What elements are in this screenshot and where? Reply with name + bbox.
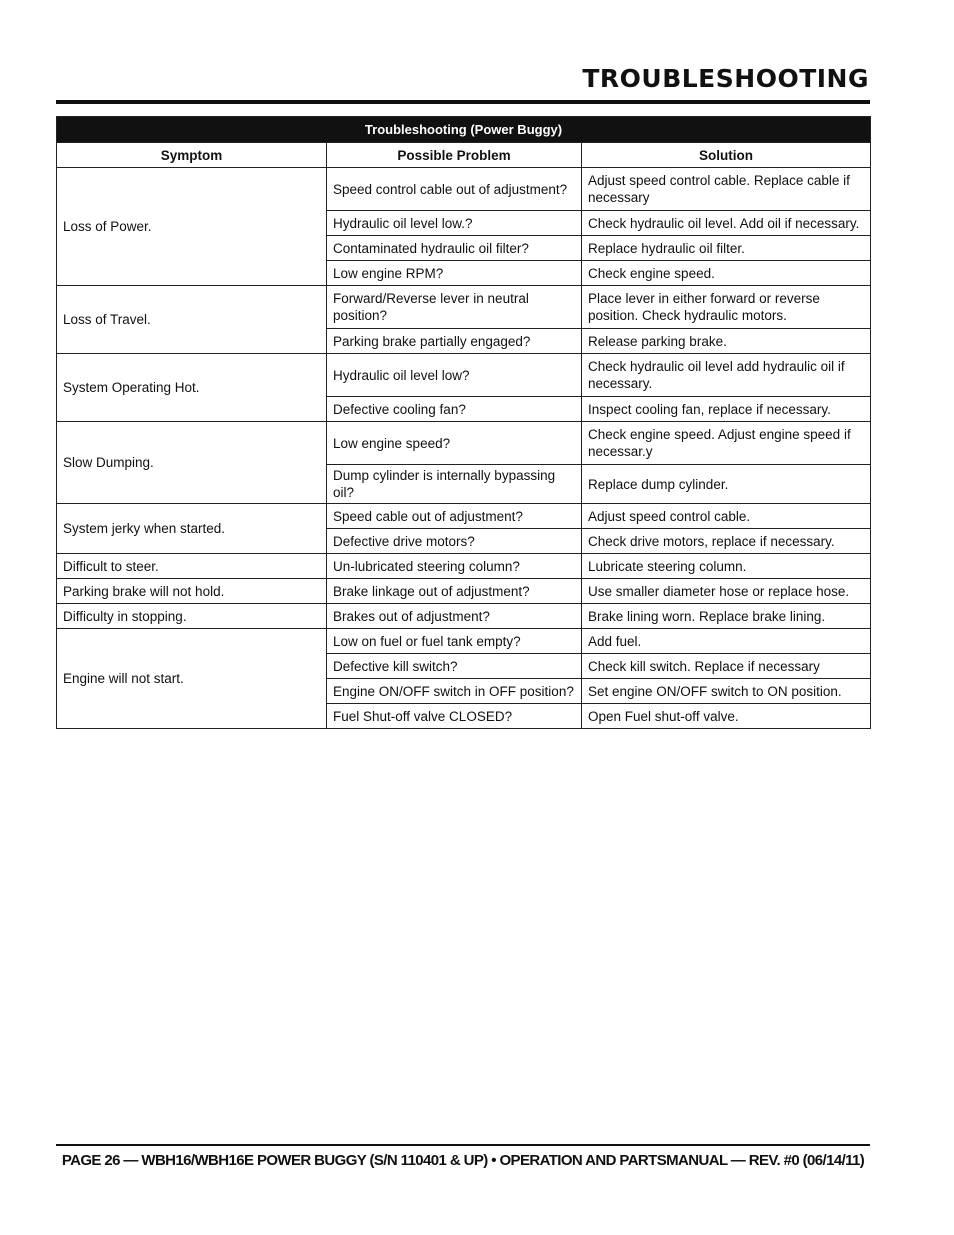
solution-cell: Replace hydraulic oil filter. <box>582 236 871 261</box>
symptom-cell: System jerky when started. <box>57 504 327 554</box>
solution-cell: Add fuel. <box>582 629 871 654</box>
problem-cell: Hydraulic oil level low.? <box>327 211 582 236</box>
table-caption: Troubleshooting (Power Buggy) <box>57 117 871 143</box>
solution-cell: Replace dump cylinder. <box>582 465 871 504</box>
symptom-cell: Loss of Travel. <box>57 286 327 354</box>
solution-cell: Inspect cooling fan, replace if necessary. <box>582 397 871 422</box>
column-header-problem: Possible Problem <box>327 143 582 168</box>
symptom-cell: Loss of Power. <box>57 168 327 286</box>
problem-cell: Speed cable out of adjustment? <box>327 504 582 529</box>
table-row <box>57 629 871 654</box>
page-footer: PAGE 26 — WBH16/WBH16E POWER BUGGY (S/N 110401 & UP) • OPERATION AND PARTSMANUAL — REV. #0 (06/14/11) <box>61 1152 865 1169</box>
problem-cell: Low engine speed? <box>327 422 582 465</box>
footer-divider <box>56 1144 870 1146</box>
page-title: TROUBLESHOOTING <box>582 64 869 93</box>
table-row <box>57 354 871 397</box>
table-row <box>57 286 871 329</box>
column-header-solution: Solution <box>582 143 871 168</box>
table-row <box>57 168 871 211</box>
solution-cell: Adjust speed control cable. Replace cable if necessary <box>582 168 871 211</box>
problem-cell: Fuel Shut-off valve CLOSED? <box>327 704 582 729</box>
problem-cell: Hydraulic oil level low? <box>327 354 582 397</box>
table-row <box>57 422 871 465</box>
solution-cell: Check engine speed. Adjust engine speed if necessar.y <box>582 422 871 465</box>
troubleshooting-table <box>56 116 871 729</box>
table-body <box>57 168 871 729</box>
problem-cell: Brake linkage out of adjustment? <box>327 579 582 604</box>
problem-cell: Defective drive motors? <box>327 529 582 554</box>
table-row <box>57 579 871 604</box>
problem-cell: Low on fuel or fuel tank empty? <box>327 629 582 654</box>
problem-cell: Un-lubricated steering column? <box>327 554 582 579</box>
problem-cell: Forward/Reverse lever in neutral position? <box>327 286 582 329</box>
problem-cell: Low engine RPM? <box>327 261 582 286</box>
symptom-cell: Parking brake will not hold. <box>57 579 327 604</box>
solution-cell: Check hydraulic oil level add hydraulic oil if necessary. <box>582 354 871 397</box>
title-divider <box>56 100 870 104</box>
problem-cell: Contaminated hydraulic oil filter? <box>327 236 582 261</box>
table-row <box>57 604 871 629</box>
problem-cell: Speed control cable out of adjustment? <box>327 168 582 211</box>
table-row <box>57 554 871 579</box>
column-header-symptom: Symptom <box>57 143 327 168</box>
problem-cell: Engine ON/OFF switch in OFF position? <box>327 679 582 704</box>
solution-cell: Open Fuel shut-off valve. <box>582 704 871 729</box>
table-row <box>57 504 871 529</box>
symptom-cell: Slow Dumping. <box>57 422 327 504</box>
solution-cell: Check hydraulic oil level. Add oil if necessary. <box>582 211 871 236</box>
problem-cell: Brakes out of adjustment? <box>327 604 582 629</box>
solution-cell: Check drive motors, replace if necessary. <box>582 529 871 554</box>
solution-cell: Brake lining worn. Replace brake lining. <box>582 604 871 629</box>
symptom-cell: System Operating Hot. <box>57 354 327 422</box>
solution-cell: Place lever in either forward or reverse position. Check hydraulic motors. <box>582 286 871 329</box>
solution-cell: Use smaller diameter hose or replace hose. <box>582 579 871 604</box>
solution-cell: Check engine speed. <box>582 261 871 286</box>
solution-cell: Set engine ON/OFF switch to ON position. <box>582 679 871 704</box>
solution-cell: Check kill switch. Replace if necessary <box>582 654 871 679</box>
symptom-cell: Engine will not start. <box>57 629 327 729</box>
solution-cell: Lubricate steering column. <box>582 554 871 579</box>
symptom-cell: Difficult to steer. <box>57 554 327 579</box>
solution-cell: Release parking brake. <box>582 329 871 354</box>
solution-cell: Adjust speed control cable. <box>582 504 871 529</box>
problem-cell: Defective kill switch? <box>327 654 582 679</box>
problem-cell: Parking brake partially engaged? <box>327 329 582 354</box>
problem-cell: Dump cylinder is internally bypassing oil? <box>327 465 582 504</box>
problem-cell: Defective cooling fan? <box>327 397 582 422</box>
symptom-cell: Difficulty in stopping. <box>57 604 327 629</box>
